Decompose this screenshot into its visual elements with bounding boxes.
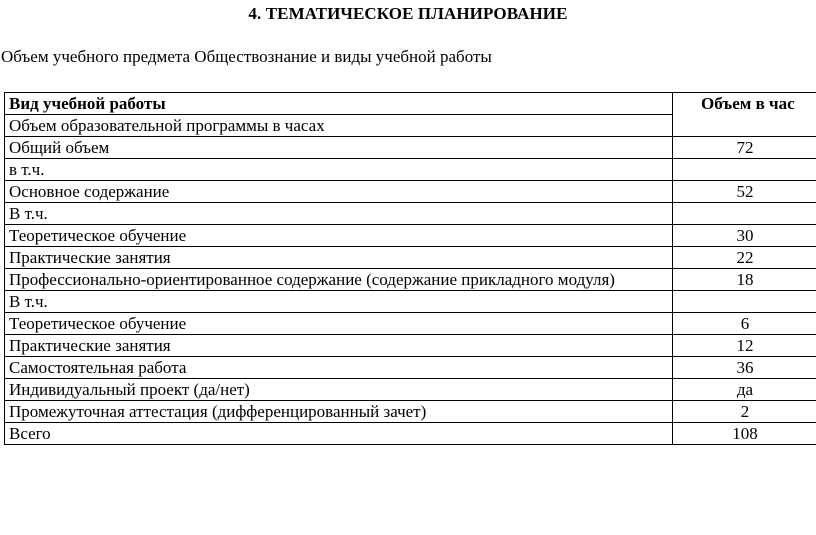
table-row — [5, 181, 816, 203]
row-value — [673, 181, 816, 203]
row-label: Промежуточная аттестация (дифференцированный зачет) — [5, 401, 673, 423]
header-work-type: Вид учебной работы — [5, 93, 673, 115]
row-label: Теоретическое обучение — [5, 313, 673, 335]
table-row — [5, 269, 816, 291]
table-row — [5, 401, 816, 423]
table-row — [5, 225, 816, 247]
row-value — [673, 247, 816, 269]
row-label: Индивидуальный проект (да/нет) — [5, 379, 673, 401]
table-row — [5, 203, 816, 225]
row-value-text: да — [736, 380, 754, 399]
row-value-text: 72 — [736, 138, 754, 157]
row-label: Всего — [5, 423, 673, 445]
row-value — [673, 269, 816, 291]
row-value — [673, 159, 816, 181]
table-row — [5, 335, 816, 357]
table-row — [5, 313, 816, 335]
row-label: Основное содержание — [5, 181, 673, 203]
row-value — [673, 291, 816, 313]
row-value-text: 108 — [732, 424, 758, 443]
row-value — [673, 203, 816, 225]
row-label: Профессионально-ориентированное содержание (содержание прикладного модуля) — [5, 269, 673, 291]
row-value — [673, 423, 816, 445]
row-label: Теоретическое обучение — [5, 225, 673, 247]
row-value — [673, 379, 816, 401]
row-label: Самостоятельная работа — [5, 357, 673, 379]
row-label: в т.ч. — [5, 159, 673, 181]
page-title: 4. ТЕМАТИЧЕСКОЕ ПЛАНИРОВАНИЕ — [248, 4, 568, 23]
table-row — [5, 357, 816, 379]
row-value-text: 52 — [736, 182, 754, 201]
row-label: Объем образовательной программы в часах — [5, 115, 673, 137]
row-value — [673, 137, 816, 159]
row-value — [673, 357, 816, 379]
workload-table — [4, 92, 816, 445]
row-value-text: 36 — [736, 358, 754, 377]
row-label: Практические занятия — [5, 247, 673, 269]
row-label: Практические занятия — [5, 335, 673, 357]
row-value-text: 6 — [740, 314, 750, 333]
row-value-text: 18 — [736, 270, 754, 289]
row-label: В т.ч. — [5, 291, 673, 313]
row-label: В т.ч. — [5, 203, 673, 225]
row-value-text: 30 — [736, 226, 754, 245]
table-row — [5, 247, 816, 269]
row-value-text: 22 — [736, 248, 754, 267]
row-value-text: 12 — [736, 336, 754, 355]
table-row — [5, 159, 816, 181]
row-value — [673, 335, 816, 357]
row-value — [673, 225, 816, 247]
table-header-row — [5, 93, 816, 115]
table-row — [5, 423, 816, 445]
row-value-text: 2 — [740, 402, 750, 421]
table-row — [5, 137, 816, 159]
document-subtitle: Объем учебного предмета Обществознание и виды учебной работы — [1, 47, 492, 66]
table-row — [5, 291, 816, 313]
row-value — [673, 313, 816, 335]
header-hours: Объем в час — [673, 93, 816, 137]
row-value — [673, 401, 816, 423]
table-row — [5, 379, 816, 401]
row-label: Общий объем — [5, 137, 673, 159]
